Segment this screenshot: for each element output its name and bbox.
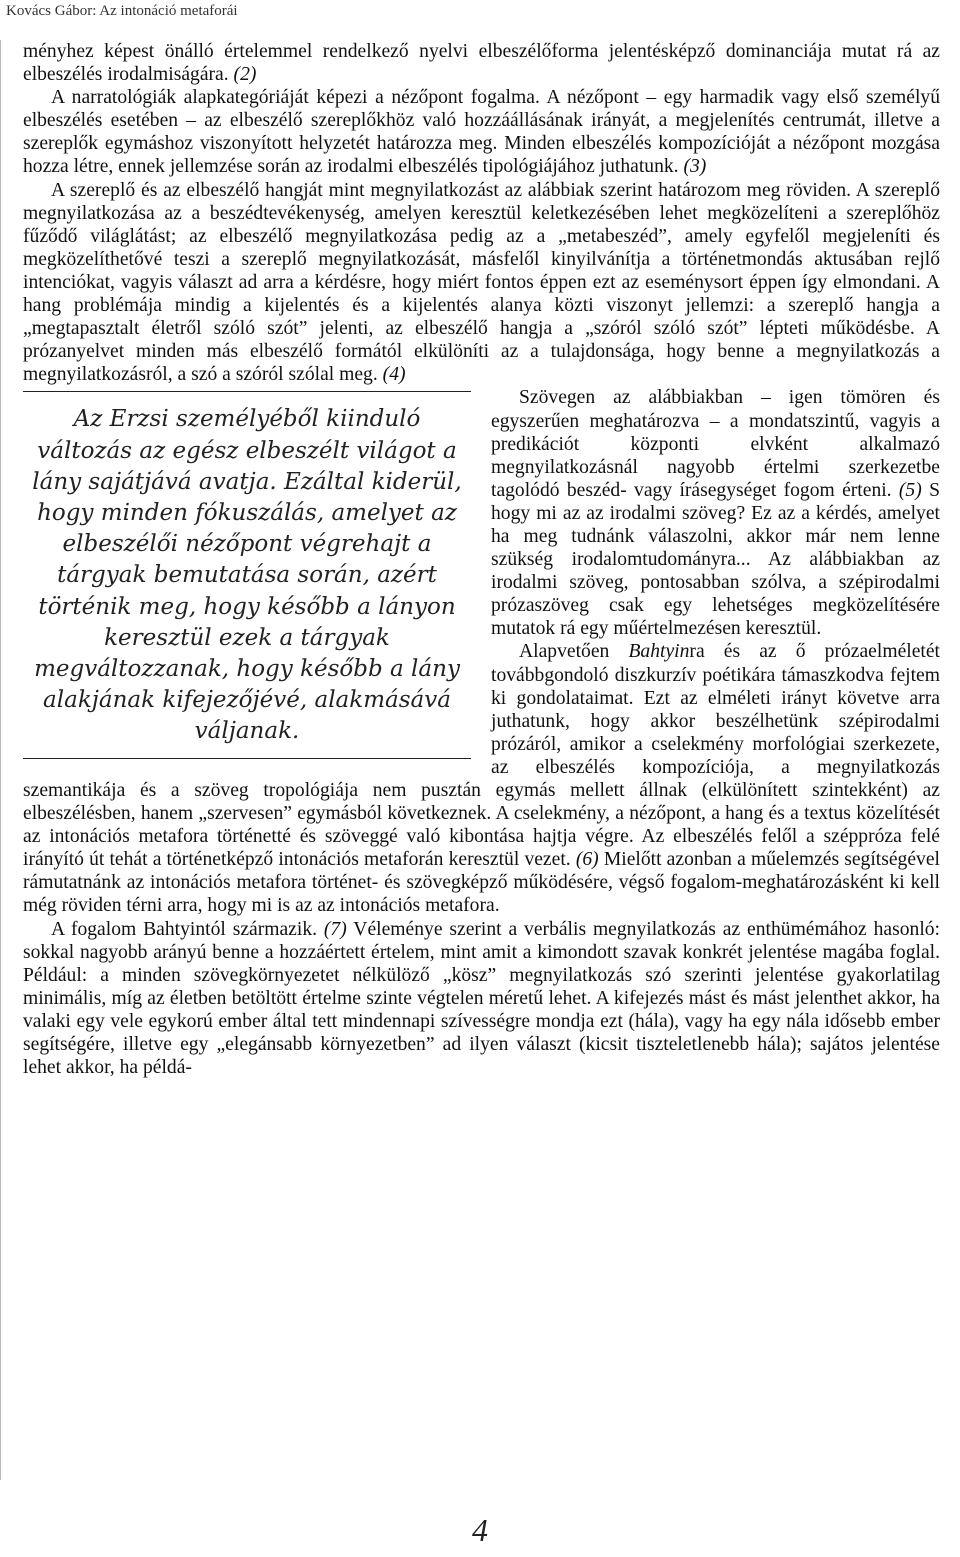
- footnote-ref: (3): [683, 156, 707, 178]
- paragraph-text: ményhez képest önálló értelemmel rendelkező nyelvi elbeszélőforma jelentésképző dominanciája mutat rá az elbeszélés irodalmiságára.: [23, 41, 940, 86]
- footnote-ref: (5): [898, 479, 922, 501]
- footnote-ref: (6): [575, 849, 599, 871]
- paragraph-text: A narratológiák alapkategóriáját képezi a nézőpont fogalma. A nézőpont – egy harmadik vagy első személyű elbeszélés esetében – az elbeszélő szereplőkhöz való hozzáállásának irányát, a megjelenítés centrumát, illetve a szereplők egymáshoz viszonyított helyzetét határozza meg. Minden elbeszélés kompozícióját a nézőpont mozgása hozza létre, ennek jellemzése során az irodalmi elbeszélés tipológiájához juthatunk.: [23, 87, 940, 178]
- paragraph-text: Szövegen az alábbiakban – igen tömören és egyszerűen meghatározva – a mondatszintű, vagyis a predikációt központi elvként alkalmazó megnyilatkozásnál nagyobb értelmi szerkezetbe tagolódó beszéd- vagy írásegységet fogom érteni.: [491, 387, 940, 501]
- paragraph-2: [23, 86, 940, 178]
- paragraph-text: A fogalom Bahtyintól származik.: [51, 918, 318, 940]
- footnote-ref: (4): [382, 364, 406, 386]
- paragraph-1: [23, 40, 940, 86]
- article-body: [23, 40, 940, 1079]
- paragraph-text: Alapvetően: [519, 641, 610, 663]
- paragraph-text: Mielőtt azonban a műelemzés segítségével rámutatnánk az intonációs metafora történet- és szövegképző működésére, végső fogalom-meghatározásként ki kell még röviden térni arra, hogy mi is az az intonációs metafora.: [23, 849, 940, 917]
- paragraph-text: ra és az ő prózaelméletét továbbgondoló diszkurzív poétikára támaszkodva fejtem ki gondolataimat. Ezt az elméleti irányt követve arra juthatunk, hogy akkor beszélhetünk szépirodalmi prózáról, amikor a cselekmény morfológiai szerkezete, az elbeszélés kompozíciója, a megnyilatkozás szemantikája és a szöveg tropológiája nem pusztán egymás mellett állnak (elkülönített szintekként) az elbeszélésben, hanem „szervesen” egymásból következnek. A cselekmény, a nézőpont, a hang és a textus közelítését az intonációs metafora történetté és szöveggé való kibontása hajtja végre. Az elbeszélés felől a széppróza felé irányító út tehát a történetképző intonációs metaforán keresztül vezet.: [23, 641, 940, 871]
- paragraph-text: S hogy mi az az irodalmi szöveg? Ez az a kérdés, amelyet ha meg tudnánk válaszolni, akkor már nem lenne szükség irodalomtudományra... Az alábbiakban az irodalmi szöveg, pontosabban szólva, a szépirodalmi prózaszöveg csak egy lehetséges megközelítésére mutatok rá egy műértelmezésen keresztül.: [491, 479, 940, 640]
- page-number: 4: [472, 1512, 488, 1548]
- footnote-ref: (7): [323, 918, 347, 940]
- margin-rule: [0, 40, 1, 1480]
- footnote-ref: (2): [233, 64, 257, 86]
- pull-quote: Az Erzsi személyéből kiinduló változás az egész elbeszélt világot a lány sajátjává avatja. Ezáltal kiderül, hogy minden fókuszálás, amelyet az elbeszélői nézőpont végrehajt a tárgyak bemutatása során, azért történik meg, hogy később a lányon keresztül ezek a tárgyak megváltozzanak, hogy később a lány alakjának kifejezőjévé, alakmásává váljanak.: [23, 391, 471, 758]
- paragraph-text: A szereplő és az elbeszélő hangját mint megnyilatkozást az alábbiak szerint határozom meg röviden. A szereplő megnyilatkozása az a beszédtevékenység, amelyen keresztül keletkezésében lehet megközelíteni a szereplőhöz fűződő világlátást; az elbeszélő megnyilatkozása pedig az a „metabeszéd”, amely egyfelől megjeleníti és megközelíthetővé teszi a szereplő megnyilatkozását, másfelől kinyilvánítja a történetmondás aktusában rejlő intenciókat, vagyis választ ad arra a kérdésre, hogy miért fontos éppen ezt az eseménysort éppen így elmondani. A hang problémája mindig a kijelentés és a kijelentés alanya közti viszonyt jellemzi: a szereplő hangja a „megtapasztalt életről szóló szót” jelenti, az elbeszélő hangja a „szóról szóló szót” lépteti működésbe. A prózanyelvet minden más elbeszélő formától elkülöníti az a tulajdonsága, hogy benne a megnyilatkozás a megnyilatkozásról, a szó a szóról szólal meg.: [23, 179, 940, 386]
- paragraph-6: [23, 918, 940, 1080]
- running-header: Kovács Gábor: Az intonáció metaforái: [6, 3, 238, 19]
- paragraph-3: [23, 179, 940, 387]
- author-name: Bahtyin: [628, 641, 690, 663]
- paragraph-text: Véleménye szerint a verbális megnyilatkozás az enthümémához hasonló: sokkal nagyobb arányú benne a hozzáértett értelem, mint amit a kimondott szavak konkrét jelentése magába foglal. Például: a minden szövegkörnyezetet nélkülöző „kösz” megnyilatkozás szó szerinti jelentése gyakorlatilag minimális, míg az életben betöltött értelme szinte végtelen méretű lehet. A kifejezés mást és mást jelenthet akkor, ha valaki egy vele egykorú ember által tett mindennapi szívességre mondja ezt (hála), vagy ha egy nála idősebb ember segítségére, illetve egy „elegánsabb környezetben” ad ilyen választ (kicsit tiszteletlenebb hála); sajátos jelentése lehet akkor, ha példá-: [23, 918, 941, 1079]
